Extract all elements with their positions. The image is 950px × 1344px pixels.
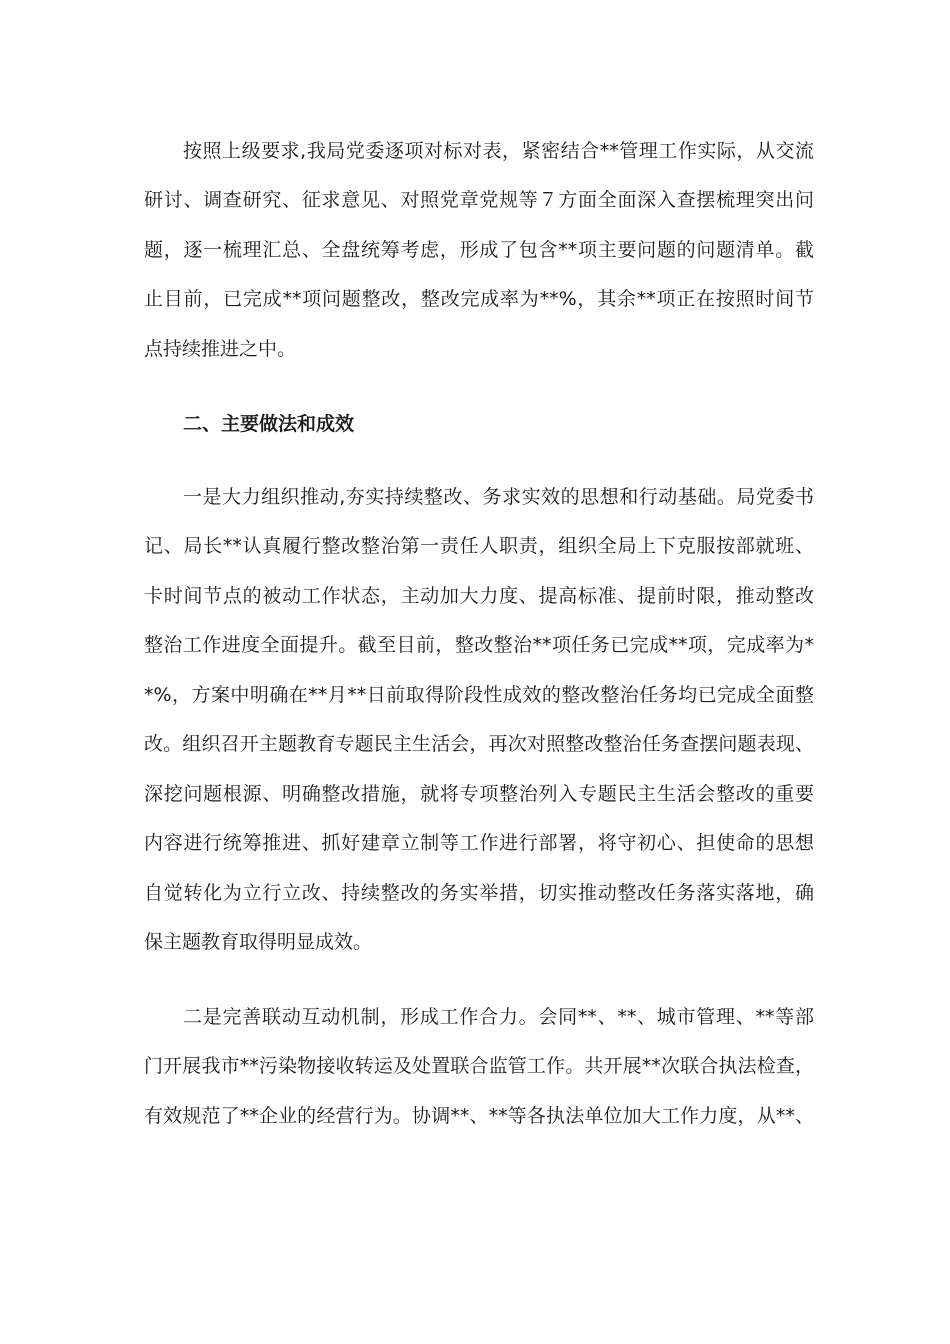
paragraph-two-line-3: 有效规范了**企业的经营行为。协调**、**等各执法单位加大工作力度，从**、 — [144, 1105, 814, 1127]
paragraph-one-line-10: 保主题教育取得明显成效。 — [144, 931, 373, 953]
paragraph-one-line-1: 一是大力组织推动,夯实持续整改、务求实效的思想和行动基础。局党委书 — [183, 486, 814, 508]
paragraph-one-line-5: *%，方案中明确在**月**日前取得阶段性成效的整改整治任务均已完成全面整 — [144, 684, 814, 706]
paragraph-one-line-7: 深挖问题根源、明确整改措施，就将专项整治列入专题民主生活会整改的重要 — [144, 783, 814, 805]
paragraph-one-line-2: 记、局长**认真履行整改整治第一责任人职责，组织全局上下克服按部就班、 — [144, 535, 814, 557]
paragraph-one-line-3: 卡时间节点的被动工作状态，主动加大力度、提高标准、提前时限，推动整改 — [144, 585, 814, 607]
section-heading: 二、主要做法和成效 — [183, 413, 355, 435]
paragraph-two-line-1: 二是完善联动互动机制，形成工作合力。会同**、**、城市管理、**等部 — [183, 1006, 814, 1028]
paragraph-two-line-2: 门开展我市**污染物接收转运及处置联合监管工作。共开展**次联合执法检查， — [144, 1055, 814, 1077]
intro-line-2: 研讨、调查研究、征求意见、对照党章党规等７方面全面深入查摆梳理突出问 — [144, 189, 814, 211]
intro-line-5: 点持续推进之中。 — [144, 338, 297, 360]
paragraph-one-line-6: 改。组织召开主题教育专题民主生活会，再次对照整改整治任务查摆问题表现、 — [144, 733, 814, 755]
intro-line-1: 按照上级要求,我局党委逐项对标对表，紧密结合**管理工作实际，从交流 — [183, 140, 814, 162]
intro-line-4: 止目前，已完成**项问题整改，整改完成率为**%，其余**项正在按照时间节 — [144, 288, 814, 310]
paragraph-one-line-9: 自觉转化为立行立改、持续整改的务实举措，切实推动整改任务落实落地，确 — [144, 882, 814, 904]
paragraph-one-line-4: 整治工作进度全面提升。截至目前，整改整治**项任务已完成**项，完成率为* — [144, 634, 814, 656]
intro-line-3: 题，逐一梳理汇总、全盘统筹考虑，形成了包含**项主要问题的问题清单。截 — [144, 239, 814, 261]
paragraph-one-line-8: 内容进行统筹推进、抓好建章立制等工作进行部署，将守初心、担使命的思想 — [144, 832, 814, 854]
